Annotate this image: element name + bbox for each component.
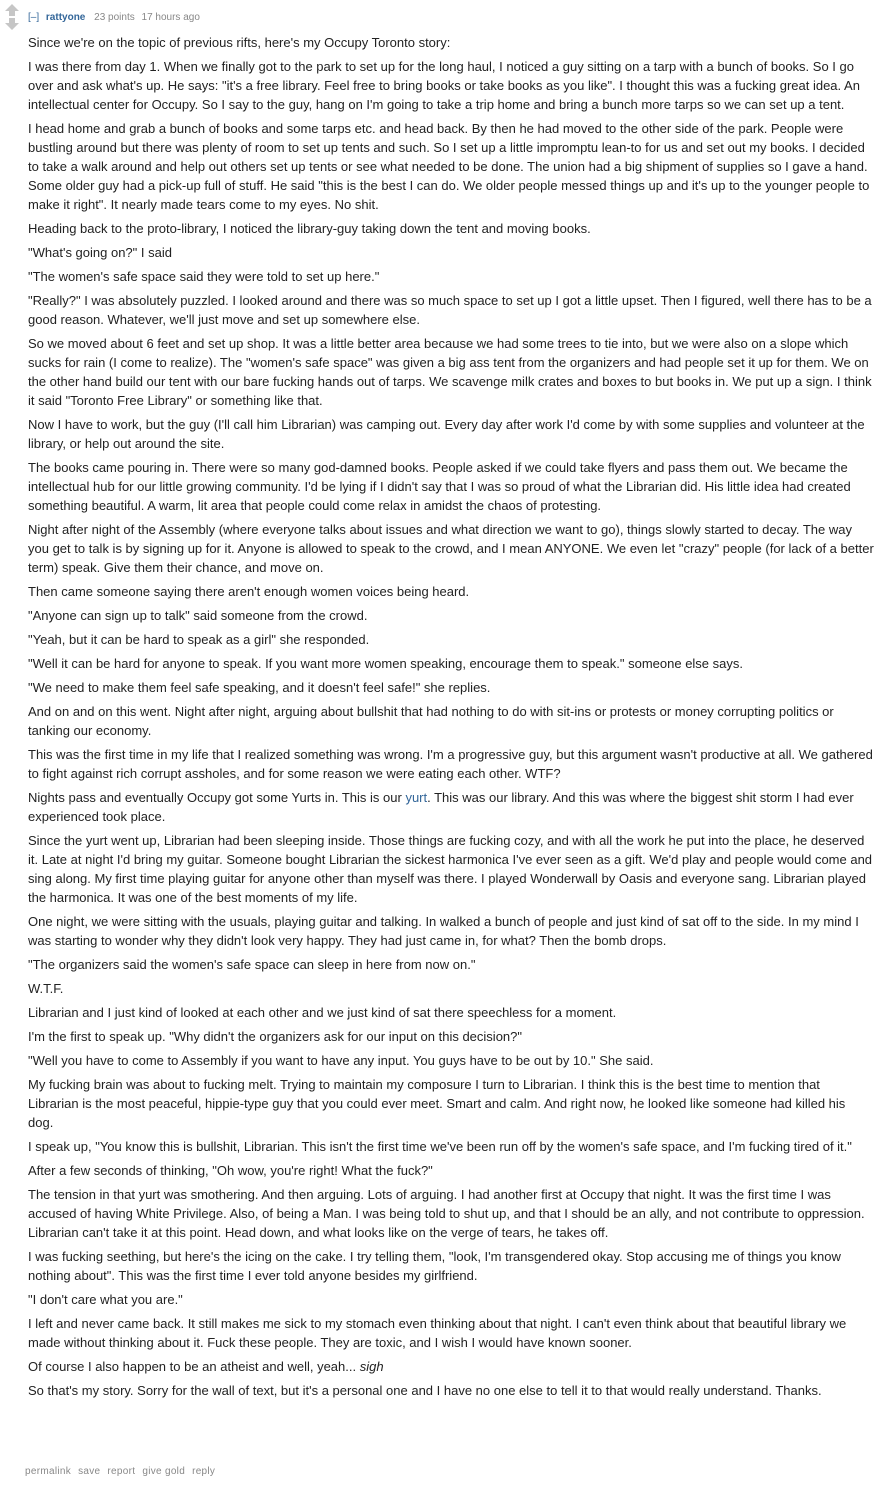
comment-paragraph: "I don't care what you are." (28, 1292, 183, 1307)
comment-paragraph: I left and never came back. It still makes me sick to my stomach even thinking about that night. I can't even think about that beautiful library we made without thinking about it. Fuck these people. They are toxic, and I wish I would have known sooner. (28, 1316, 847, 1350)
comment-paragraph: My fucking brain was about to fucking melt. Trying to maintain my composure I turn to Librarian. I think this is the best time to mention that Librarian is the most peaceful, hippie-type guy that you could ever meet. Smart and calm. And right now, he looked like someone had killed his dog. (28, 1077, 846, 1130)
comment-actions (25, 1466, 222, 1477)
comment-paragraph: "We need to make them feel safe speaking, and it doesn't feel safe!" she replies. (28, 680, 491, 695)
downvote-arrow-icon[interactable] (4, 18, 20, 30)
comment-paragraph: And on and on this went. Night after night, arguing about bullshit that had nothing to do with sit-ins or protests or money corrupting politics or tanking our economy. (28, 704, 834, 738)
report-button[interactable]: report (107, 1466, 136, 1477)
comment-paragraph: Librarian and I just kind of looked at each other and we just kind of sat there speechless for a moment. (28, 1005, 617, 1020)
vote-arrows (4, 4, 20, 30)
comment-paragraph: The tension in that yurt was smothering. And then arguing. Lots of arguing. I had another first at Occupy that night. It was the first time I was accused of having White Privilege. Also, of being a Man. I was being told to shut up, and that I should be an ally, and not contribute to oppression. Librarian can't take it at this point. Head down, and what looks like on the verge of tears, he takes off. (28, 1187, 865, 1240)
comment-paragraph: "Well it can be hard for anyone to speak. If you want more women speaking, encourage them to speak." someone else says. (28, 656, 743, 671)
comment-paragraph: "Anyone can sign up to talk" said someone from the crowd. (28, 608, 368, 623)
comment-paragraph: Since the yurt went up, Librarian had been sleeping inside. Those things are fucking cozy, and with all the work he put into the place, he deserved it. Late at night I'd bring my guitar. Someone bought Librarian the sickest harmonica I've ever seen as a gift. We'd play and people would come and sing along. My first time playing guitar for anyone other than myself was there. I played Wonderwall by Oasis and everyone sang. Librarian played the harmonica. It was one of the best moments of my life. (28, 833, 873, 905)
author-link[interactable]: rattyone (45, 12, 86, 23)
comment-paragraph: Night after night of the Assembly (where everyone talks about issues and what direction we want to go), things slowly started to decay. The way you get to talk is by signing up for it. Anyone is allowed to speak to the crowd, and I mean ANYONE. We even let "crazy" people (for lack of a better term) speak. Give them their chance, and move on. (28, 522, 874, 575)
comment-paragraph: I head home and grab a bunch of books and some tarps etc. and head back. By then he had moved to the other side of the park. People were bustling around but there was plenty of room to set up tents and such. So I set up a little impromptu lean-to for us and set out my books. I decided to take a walk around and help out others set up tents or see what needed to be done. The union had a big shipment of supplies so I gave a hand. Some older guy had a pick-up full of stuff. He said "this is the best I can do. We older people messed things up and it's up to the younger people to make it right". It nearly made tears come to my eyes. No shit. (28, 121, 870, 212)
reply-button[interactable]: reply (192, 1466, 216, 1477)
paragraph-text: Nights pass and eventually Occupy got some Yurts in. This is our (28, 790, 406, 805)
comment-paragraph: Then came someone saying there aren't enough women voices being heard. (28, 584, 470, 599)
save-button[interactable]: save (78, 1466, 101, 1477)
comment-paragraph (28, 1357, 874, 1376)
comment-paragraph: One night, we were sitting with the usuals, playing guitar and talking. In walked a bunch of people and just kind of sat off to the side. In my mind I was starting to wonder why they didn't look very happy. They had just came in, for what? Then the bomb drops. (28, 914, 859, 948)
paragraph-text: . This was our library. And this was where the biggest shit storm I had ever experienced took place. (28, 790, 854, 824)
upvote-arrow-icon[interactable] (4, 4, 20, 16)
comment-paragraph: So that's my story. Sorry for the wall of text, but it's a personal one and I have no one else to tell it to that would really understand. Thanks. (28, 1383, 822, 1398)
comment-paragraph: I was there from day 1. When we finally got to the park to set up for the long haul, I noticed a guy sitting on a tarp with a bunch of books. So I go over and ask what's up. He says: "it's a free library. Feel free to bring books or take books as you like". I thought this was a fucking great idea. An intellectual center for Occupy. So I say to the guy, hang on I'm going to take a trip home and bring a bunch more tarps so we can set up a tent. (28, 59, 860, 112)
comment-paragraph: Now I have to work, but the guy (I'll call him Librarian) was camping out. Every day after work I'd come by with some supplies and volunteer at the library, or help out around the site. (28, 417, 865, 451)
comment-paragraph: Since we're on the topic of previous rifts, here's my Occupy Toronto story: (28, 35, 451, 50)
comment-paragraph (28, 788, 874, 826)
comment-body (28, 33, 874, 1405)
yurt-link[interactable]: yurt (405, 790, 428, 805)
collapse-toggle[interactable]: [–] (28, 12, 40, 23)
comment-paragraph: I speak up, "You know this is bullshit, Librarian. This isn't the first time we've been run off by the women's safe space, and I'm fucking tired of it." (28, 1139, 852, 1154)
comment-paragraph: "The women's safe space said they were told to set up here." (28, 269, 380, 284)
comment-paragraph: I was fucking seething, but here's the icing on the cake. I try telling them, "look, I'm transgendered okay. Stop accusing me of things you know nothing about". This was the first time I ever told anyone besides my girlfriend. (28, 1249, 841, 1283)
comment-paragraph: "Yeah, but it can be hard to speak as a girl" she responded. (28, 632, 370, 647)
give-gold-button[interactable]: give gold (142, 1466, 186, 1477)
comment-paragraph: "The organizers said the women's safe space can sleep in here from now on." (28, 957, 476, 972)
paragraph-text: Of course I also happen to be an atheist and well, yeah... (28, 1359, 360, 1374)
comment-paragraph: The books came pouring in. There were so many god-damned books. People asked if we could take flyers and pass them out. We became the intellectual hub for our little growing community. I'd be lying if I didn't say that I was so proud of what the Librarian did. His little idea had created something beautiful. A warm, lit area that people could come relax in amidst the chaos of protesting. (28, 460, 851, 513)
comment-paragraph: W.T.F. (28, 981, 64, 996)
permalink-button[interactable]: permalink (25, 1466, 72, 1477)
comment-paragraph: I'm the first to speak up. "Why didn't the organizers ask for our input on this decision?" (28, 1029, 522, 1044)
comment-paragraph: Heading back to the proto-library, I noticed the library-guy taking down the tent and moving books. (28, 221, 591, 236)
timestamp: 17 hours ago (141, 12, 200, 23)
comment-tagline (28, 10, 200, 26)
comment-paragraph: "What's going on?" I said (28, 245, 172, 260)
comment-paragraph: "Really?" I was absolutely puzzled. I looked around and there was so much space to set up I got a little upset. Then I figured, well there has to be a good reason. Whatever, we'll just move and set up somewhere else. (28, 293, 872, 327)
comment-paragraph: After a few seconds of thinking, "Oh wow, you're right! What the fuck?" (28, 1163, 433, 1178)
emphasis-text: sigh (359, 1359, 384, 1374)
score: 23 points (94, 12, 135, 23)
comment-paragraph: This was the first time in my life that I realized something was wrong. I'm a progressive guy, but this argument wasn't productive at all. We gathered to fight against rich corrupt assholes, and for some reason we were eating each other. WTF? (28, 747, 873, 781)
comment-paragraph: So we moved about 6 feet and set up shop. It was a little better area because we had some trees to tie into, but we were also on a slope which sucks for rain (I come to realize). The "women's safe space" was given a big ass tent from the organizers and had people set it up for them. We on the other hand build our tent with our bare fucking hands out of tarps. We scavenge milk crates and boxes to but books in. We put up a sign. I think it said "Toronto Free Library" or something like that. (28, 336, 872, 408)
comment-paragraph: "Well you have to come to Assembly if you want to have any input. You guys have to be out by 10." She said. (28, 1053, 654, 1068)
